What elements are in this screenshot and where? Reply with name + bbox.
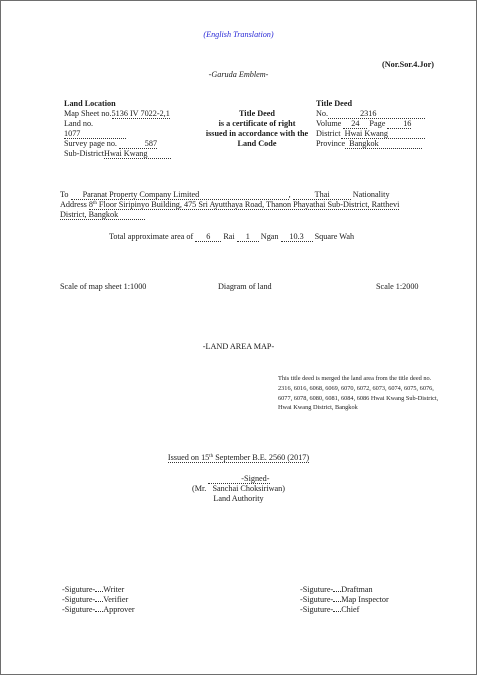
signature-prefix: -Siguture- xyxy=(62,595,96,604)
center-title-line2: is a certificate of right xyxy=(218,119,296,128)
title-deed-heading: Title Deed xyxy=(316,99,353,108)
owner-row xyxy=(60,190,390,200)
land-location-block xyxy=(64,99,171,159)
province-label: Province xyxy=(316,139,346,148)
map-sheet-value: 5136 IV 7022-2,1 xyxy=(111,109,170,118)
form-code: (Nor.Sor.4.Jor) xyxy=(382,60,434,69)
wah-value: 10.3 xyxy=(281,233,313,242)
center-title-line4: Land Code xyxy=(237,139,277,148)
volume-value: 24 xyxy=(343,120,367,129)
signature-approver xyxy=(62,605,135,615)
center-title xyxy=(197,109,317,149)
signature-role: Writer xyxy=(103,585,125,594)
signature-chief xyxy=(300,605,389,615)
authority-name: (Mr. Sanchai Choksiriwan) xyxy=(191,484,285,493)
address-line2-row xyxy=(60,210,145,220)
area-prefix: Total approximate area of xyxy=(109,232,194,241)
signature-prefix: -Siguture- xyxy=(62,605,96,614)
signature-prefix: -Siguture- xyxy=(300,605,334,614)
signed-row xyxy=(1,474,476,484)
address-floor-suffix: th xyxy=(92,201,97,206)
survey-page-row xyxy=(64,139,171,149)
authority-title: Land Authority xyxy=(213,494,264,503)
signature-prefix: -Siguture- xyxy=(300,585,334,594)
address-label: Address xyxy=(60,200,87,209)
issue-day: 15 xyxy=(201,453,210,462)
signature-role: Chief xyxy=(341,605,360,614)
address-floor-number: 8 xyxy=(88,200,93,209)
rai-value: 6 xyxy=(195,233,221,242)
diagram-scale: Scale 1:2000 xyxy=(376,282,419,291)
page-value: 16 xyxy=(387,120,411,129)
left-signatures xyxy=(62,585,135,615)
province-value: Bangkok xyxy=(345,140,422,149)
signature-draftman xyxy=(300,585,389,595)
rai-label: Rai xyxy=(223,232,235,241)
signed-text: -Signed- xyxy=(208,475,270,484)
survey-page-label: Survey page no. xyxy=(64,139,117,148)
signature-role: Approver xyxy=(103,605,135,614)
signature-role: Draftman xyxy=(341,585,373,594)
map-sheet-label: Map Sheet no. xyxy=(64,109,112,118)
deed-no-value: 2316 xyxy=(328,110,425,119)
ngan-value: 1 xyxy=(237,233,259,242)
area-row xyxy=(109,232,354,242)
owner-name: Paranat Property Company Limited xyxy=(71,191,289,200)
land-location-heading: Land Location xyxy=(64,99,116,108)
district-label: District xyxy=(316,129,341,138)
land-no-value: 1077 xyxy=(64,130,126,139)
signature-verifier xyxy=(62,595,135,605)
survey-page-value: 587 xyxy=(119,140,157,149)
title-deed-block xyxy=(316,99,425,149)
subdistrict-label: Sub-District xyxy=(64,149,105,158)
issue-prefix: Issued on xyxy=(167,453,202,462)
signature-prefix: -Siguture- xyxy=(62,585,96,594)
to-label: To xyxy=(60,190,69,199)
issue-date xyxy=(1,453,476,463)
district-value: Hwai Kwang xyxy=(341,130,425,139)
issue-day-suffix: th xyxy=(209,454,214,459)
diagram-label: Diagram of land xyxy=(218,282,272,291)
map-sheet-scale: Scale of map sheet 1:1000 xyxy=(60,282,147,291)
address-line2: District, Bangkok xyxy=(60,211,145,220)
address-line1 xyxy=(89,201,399,210)
issue-rest: September B.E. 2560 (2017) xyxy=(213,453,310,462)
map-sheet-row xyxy=(64,109,171,119)
land-area-map-label: -LAND AREA MAP- xyxy=(202,342,275,351)
signature-map-inspector xyxy=(300,595,389,605)
wah-label: Square Wah xyxy=(314,232,355,241)
owner-separator: , xyxy=(288,190,291,199)
garuda-emblem: -Garuda Emblem- xyxy=(208,70,269,79)
ngan-label: Ngan xyxy=(260,232,279,241)
center-title-line1: Title Deed xyxy=(238,109,275,118)
address-line1-rest: Floor Siripinyo Building, 475 Sri Ayutthaya Road, Thanon Phayathai Sub-District, Ratthevi xyxy=(96,200,400,209)
land-no-label: Land no. xyxy=(64,119,94,128)
right-signatures xyxy=(300,585,389,615)
nationality-value: Thai xyxy=(293,191,351,200)
deed-no-label: No. xyxy=(316,109,329,118)
signature-writer xyxy=(62,585,135,595)
address-row xyxy=(60,200,399,210)
subdistrict-row xyxy=(64,149,171,159)
page-label: Page xyxy=(369,119,386,128)
signature-role: Map Inspector xyxy=(341,595,389,604)
signature-role: Verifier xyxy=(103,595,129,604)
volume-label: Volume xyxy=(316,119,342,128)
nationality-label: Nationality xyxy=(352,190,390,199)
translation-note: (English Translation) xyxy=(203,30,274,39)
signature-prefix: -Siguture- xyxy=(300,595,334,604)
merge-note: This title deed is merged the land area from the title deed no. 2316, 6016, 6068, 6069, 6070, 6072, 6073, 6074, 6075, 6076, 6077, 6078, 6080, 6081, 6084, 6086 Hwai Kwang Sub-District, Hwai Kwang District, Bangkok xyxy=(278,375,439,412)
subdistrict-value: Hwai Kwang xyxy=(104,150,171,159)
center-title-line3: issued in accordance with the xyxy=(205,129,309,138)
